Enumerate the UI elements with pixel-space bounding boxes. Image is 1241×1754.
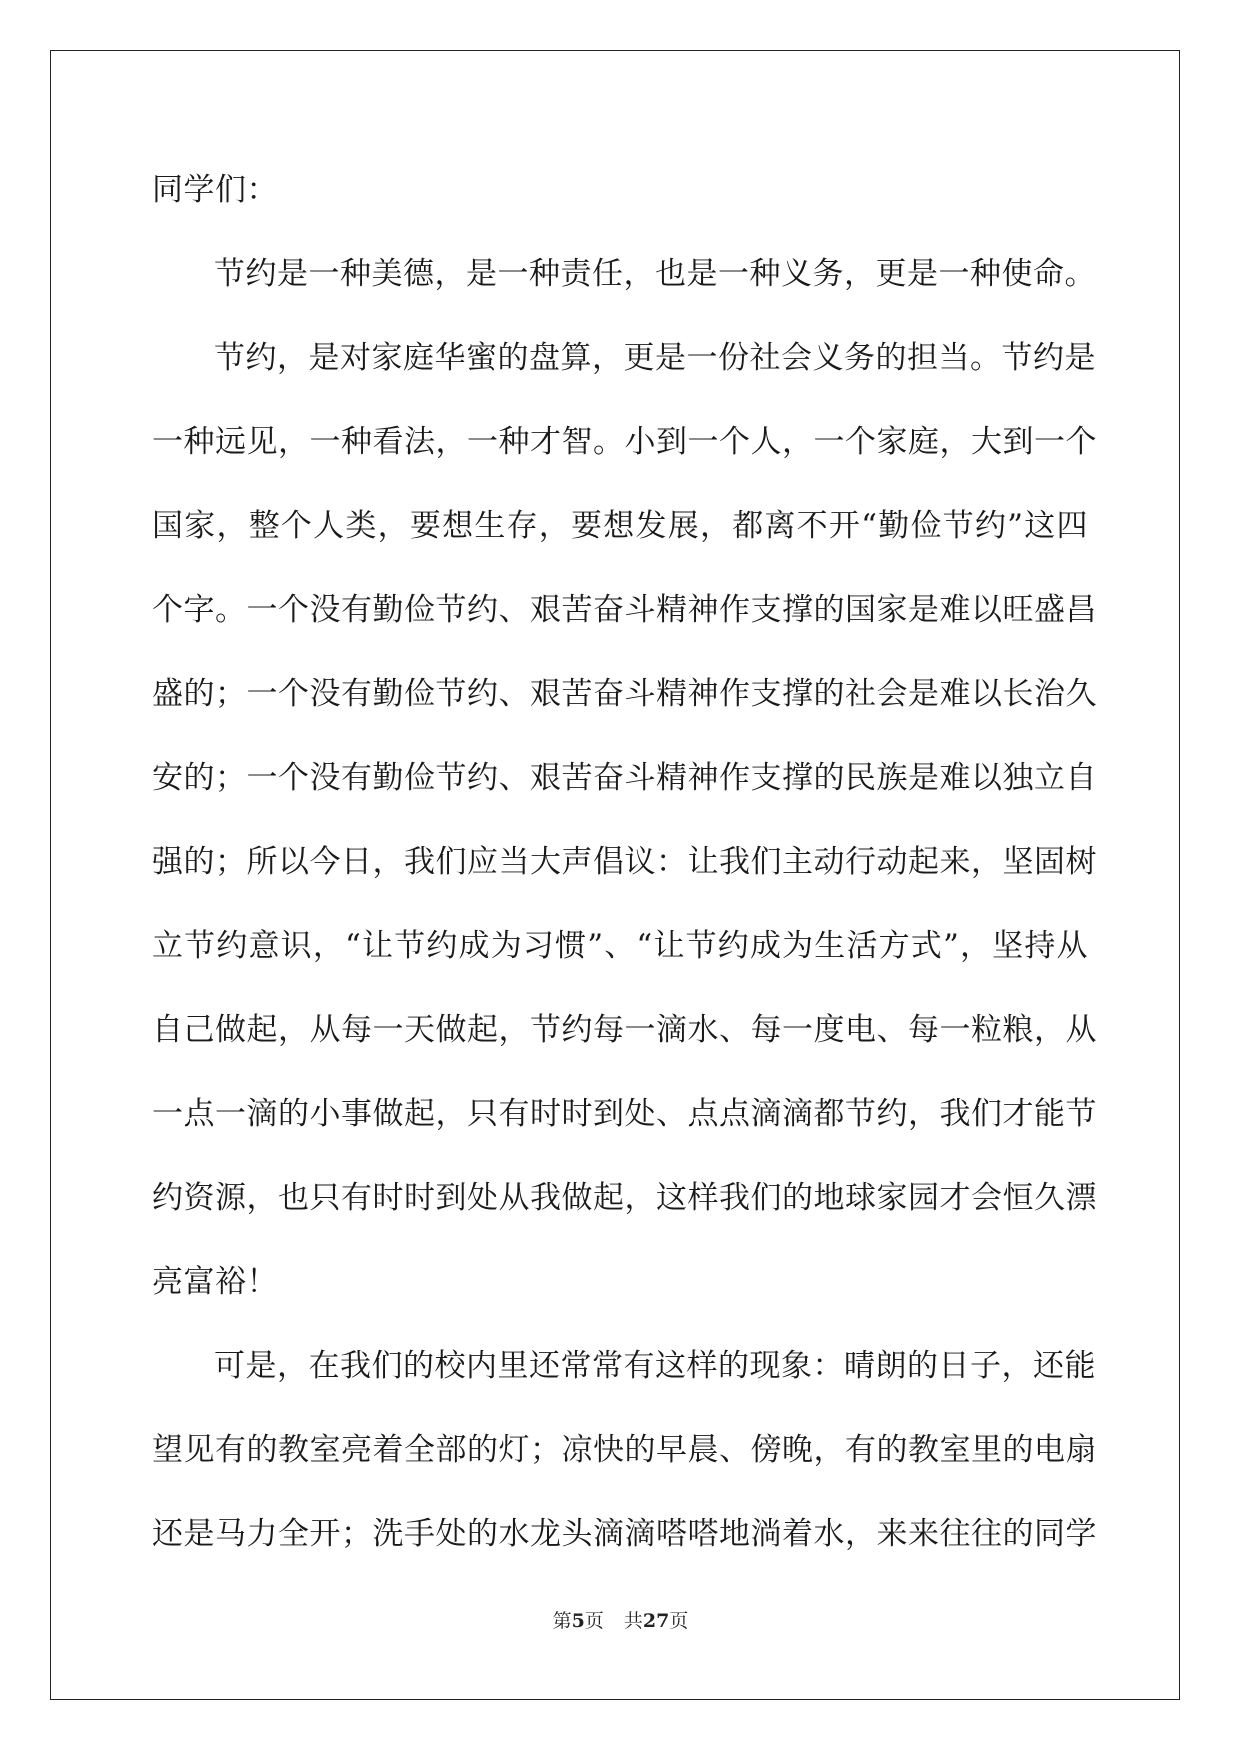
paragraph-line: 节约是一种美德，是一种责任，也是一种义务，更是一种使命。 (214, 256, 1096, 292)
paragraph-line: 亮富裕！ (152, 1264, 278, 1300)
page-label-prefix: 第 (552, 1610, 572, 1632)
document-body (152, 160, 1097, 1588)
paragraph-line: 强的；所以今日，我们应当大声倡议：让我们主动行动起来，坚固树 (152, 844, 1097, 880)
page-label-suffix: 页 (584, 1610, 604, 1632)
salutation-line: 同学们： (152, 172, 278, 208)
paragraph-line: 一点一滴的小事做起，只有时时到处、点点滴滴都节约，我们才能节 (152, 1096, 1097, 1132)
total-pages-number: 27 (642, 1610, 670, 1632)
paragraph-line: 个字。一个没有勤俭节约、艰苦奋斗精神作支撑的国家是难以旺盛昌 (152, 592, 1097, 628)
paragraph-line: 还是马力全开；洗手处的水龙头滴滴嗒嗒地淌着水，来来往往的同学 (152, 1516, 1097, 1552)
page-footer (0, 1606, 1241, 1633)
total-label-suffix: 页 (669, 1610, 689, 1632)
paragraph-line: 约资源，也只有时时到处从我做起，这样我们的地球家园才会恒久漂 (152, 1180, 1097, 1216)
total-label-prefix: 共 (623, 1610, 643, 1632)
paragraph-line: 望见有的教室亮着全部的灯；凉快的早晨、傍晚，有的教室里的电扇 (152, 1432, 1097, 1468)
paragraph-line: 可是，在我们的校内里还常常有这样的现象：晴朗的日子，还能 (214, 1348, 1096, 1384)
paragraph-line: 安的；一个没有勤俭节约、艰苦奋斗精神作支撑的民族是难以独立自 (152, 760, 1097, 796)
paragraph-line: 立节约意识，“让节约成为习惯”、“让节约成为生活方式”，坚持从 (152, 928, 1088, 964)
paragraph-line: 节约，是对家庭华蜜的盘算，更是一份社会义务的担当。节约是 (214, 340, 1096, 376)
paragraph-line: 盛的；一个没有勤俭节约、艰苦奋斗精神作支撑的社会是难以长治久 (152, 676, 1097, 712)
current-page-number: 5 (571, 1610, 585, 1632)
paragraph-line: 自己做起，从每一天做起，节约每一滴水、每一度电、每一粒粮，从 (152, 1012, 1097, 1048)
paragraph-line: 一种远见，一种看法，一种才智。小到一个人，一个家庭，大到一个 (152, 424, 1097, 460)
paragraph-line: 国家，整个人类，要想生存，要想发展，都离不开“勤俭节约”这四 (152, 508, 1088, 544)
